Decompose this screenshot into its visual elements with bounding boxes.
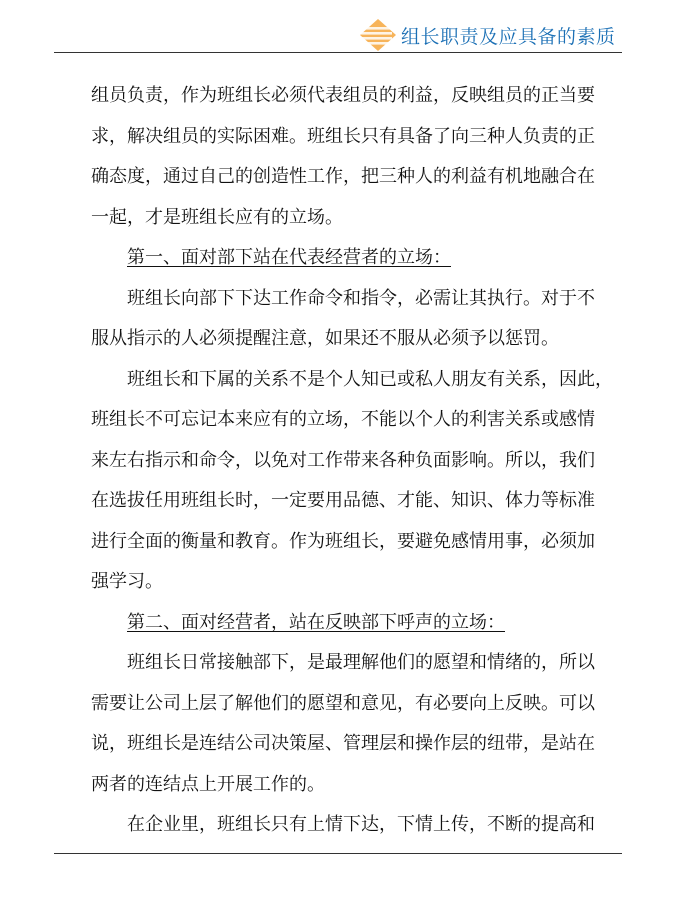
body-line: 一起，才是班组长应有的立场。 [91, 206, 343, 228]
body-line: 来左右指示和命令，以免对工作带来各种负面影响。所以，我们 [91, 449, 595, 471]
header-divider [54, 52, 622, 53]
body-line: 班组长和下属的关系不是个人知已或私人朋友有关系，因此， [127, 368, 613, 390]
body-line: 强学习。 [91, 571, 163, 592]
footer-divider [54, 853, 622, 854]
body-line: 说，班组长是连结公司决策屋、管理层和操作层的纽带，是站在 [91, 733, 595, 754]
body-line: 求，解决组员的实际困难。班组长只有具备了向三种人负责的正 [91, 125, 595, 147]
body-line: 两者的连结点上开展工作的。 [91, 773, 325, 795]
orange-diamond-logo-icon [356, 18, 400, 52]
body-line: 进行全面的衡量和教育。作为班组长，要避免感情用事，必须加 [91, 530, 595, 552]
body-line: 在选拔任用班组长时，一定要用品德、才能、知识、体力等标准 [91, 490, 595, 511]
document-title: 组长职责及应具备的素质 [401, 26, 616, 48]
document-body [91, 76, 613, 846]
body-line: 班组长不可忘记本来应有的立场，不能以个人的利害关系或感情 [91, 409, 595, 430]
body-line: 在企业里，班组长只有上情下达，下情上传，不断的提高和 [127, 814, 595, 835]
section-heading-2: 第二、面对经营者，站在反映部下呼声的立场： [127, 611, 505, 633]
body-line: 班组长向部下下达工作命令和指令，必需让其执行。对于不 [127, 287, 595, 309]
body-line: 确态度，通过自己的创造性工作，把三种人的利益有机地融合在 [91, 166, 595, 187]
page-header [0, 0, 675, 56]
body-line: 班组长日常接触部下，是最理解他们的愿望和情绪的，所以 [127, 652, 595, 673]
body-line: 服从指示的人必须提醒注意，如果还不服从必须予以惩罚。 [91, 328, 559, 349]
body-line: 组员负责，作为班组长必须代表组员的利益，反映组员的正当要 [91, 85, 595, 106]
section-heading-line [91, 238, 607, 279]
section-heading-line [91, 603, 607, 644]
body-line: 需要让公司上层了解他们的愿望和意见，有必要向上反映。可以 [91, 692, 595, 714]
section-heading-1: 第一、面对部下站在代表经营者的立场： [127, 247, 451, 268]
